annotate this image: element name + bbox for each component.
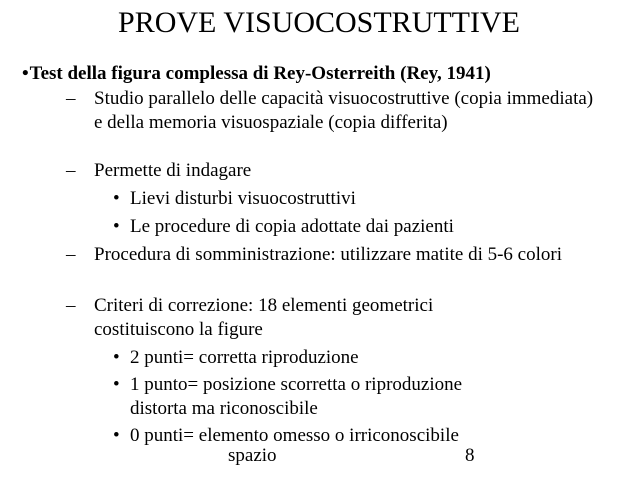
list-item-text: Criteri di correzione: 18 elementi geometrici costituiscono la figure	[94, 295, 434, 340]
dot-bullet: •	[113, 374, 120, 395]
sub-list-item-text: 2 punti= corretta riproduzione	[130, 347, 359, 368]
sub-list-item	[113, 424, 610, 448]
sub-list-item-text: 1 punto= posizione scorretta o riproduzione distorta ma riconoscibile	[130, 374, 463, 419]
sub-list-item	[113, 187, 610, 211]
list-item	[66, 159, 594, 183]
dot-bullet: •	[113, 425, 120, 446]
list-item	[66, 294, 504, 342]
list-item	[66, 243, 564, 267]
dash-bullet: –	[66, 160, 76, 181]
list-item-text: Studio parallelo delle capacità visuocostruttive (copia immediata) e della memoria visuospaziale (copia differita)	[94, 88, 594, 133]
sub-list-item-text: 0 punti= elemento omesso o irriconoscibile	[130, 425, 459, 446]
list-item-text: Permette di indagare	[94, 160, 252, 181]
main-heading	[22, 62, 491, 86]
sub-list-item	[113, 346, 610, 370]
dot-bullet: •	[113, 188, 120, 209]
page-number: 8	[465, 445, 475, 466]
sub-list-item-text: Lievi disturbi visuocostruttivi	[130, 188, 356, 209]
list-item-text: Procedura di somministrazione: utilizzare matite di 5-6 colori	[94, 244, 562, 265]
dash-bullet: –	[66, 295, 76, 316]
dash-bullet: –	[66, 88, 76, 109]
dot-bullet: •	[113, 216, 120, 237]
footer-text: spazio	[228, 445, 277, 466]
slide-title: PROVE VISUOCOSTRUTTIVE	[118, 6, 520, 39]
heading-text: Test della figura complessa di Rey-Osterreith (Rey, 1941)	[29, 63, 491, 84]
sub-list-item-text: Le procedure di copia adottate dai pazienti	[130, 216, 454, 237]
heading-bullet: •	[22, 63, 29, 84]
sub-list-item	[113, 373, 520, 421]
list-item	[66, 87, 594, 135]
dash-bullet: –	[66, 244, 76, 265]
sub-list-item	[113, 215, 610, 239]
dot-bullet: •	[113, 347, 120, 368]
